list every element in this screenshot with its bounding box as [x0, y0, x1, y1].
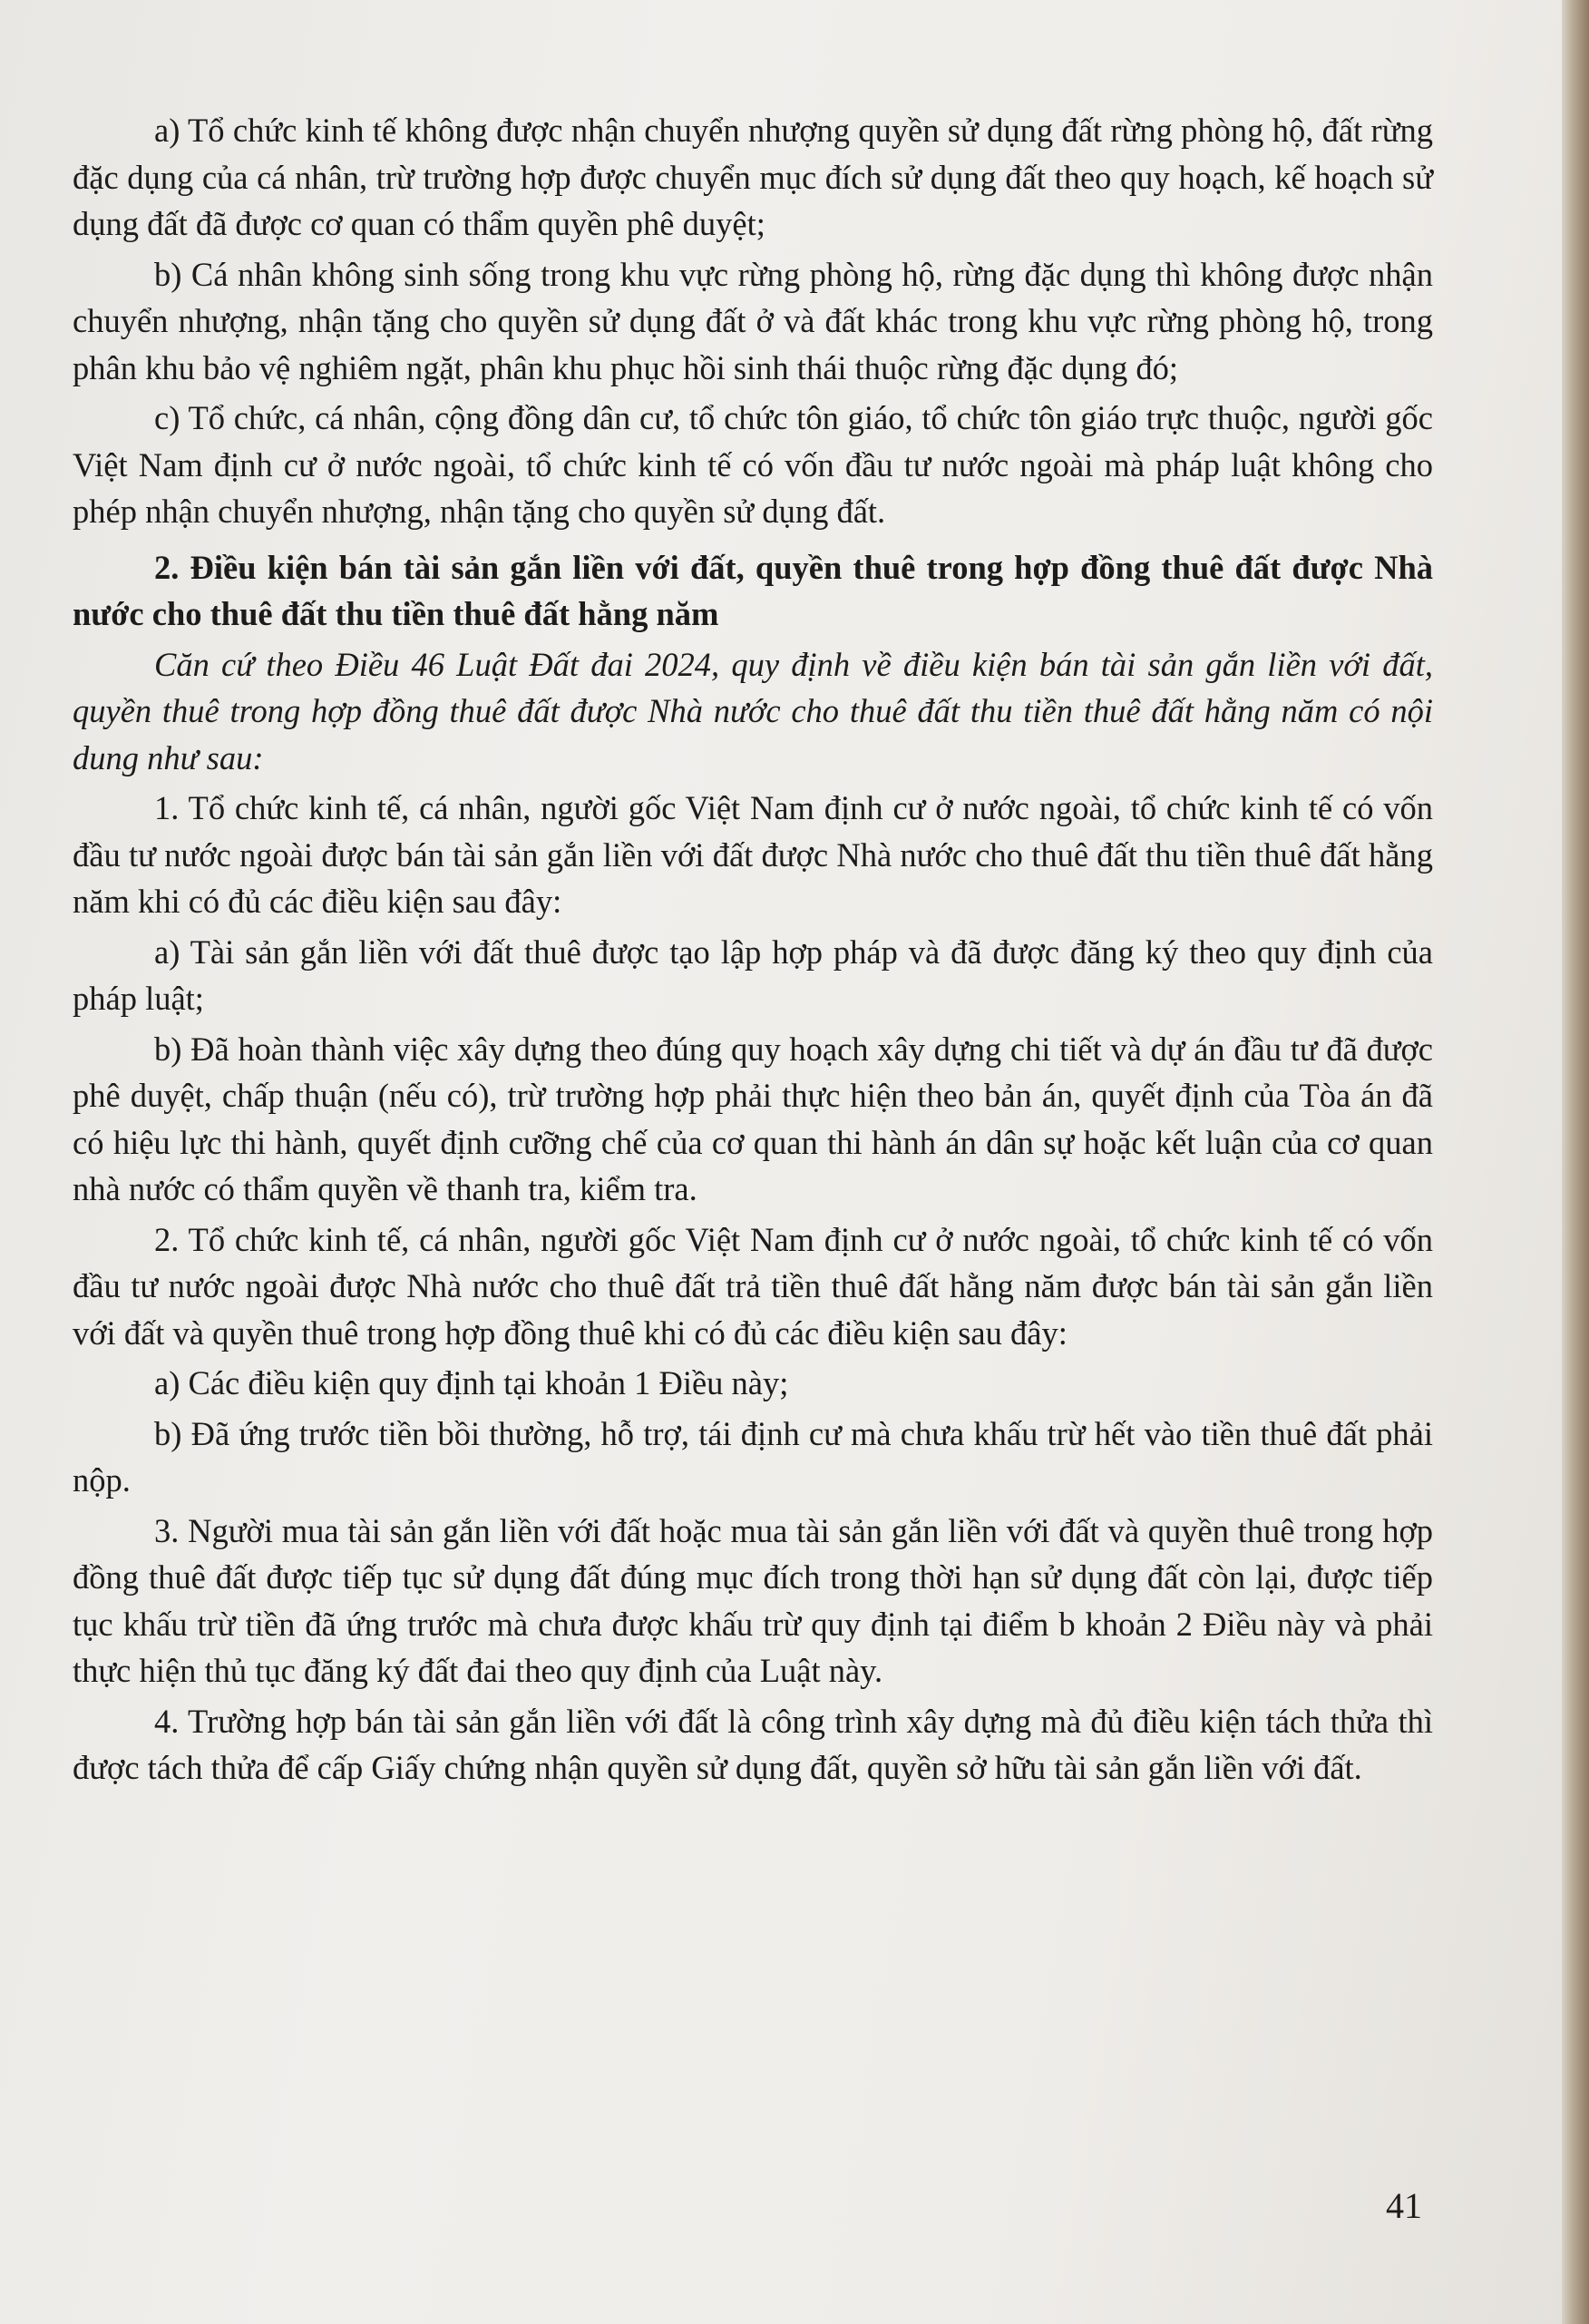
- paragraph-clause-1: 1. Tổ chức kinh tế, cá nhân, người gốc Việt Nam định cư ở nước ngoài, tổ chức kinh tế có vốn đầu tư nước ngoài được bán tài sản gắn liền với đất được Nhà nước cho thuê đất thu tiền thuê đất hằng năm khi có đủ các điều kiện sau đây:: [73, 789, 1433, 920]
- section-intro: Căn cứ theo Điều 46 Luật Đất đai 2024, quy định về điều kiện bán tài sản gắn liền với đất, quyền thuê trong hợp đồng thuê đất được Nhà nước cho thuê đất thu tiền thuê đất hằng năm có nội dung như sau:: [73, 645, 1433, 776]
- book-page-edge: [1562, 0, 1589, 2324]
- paragraph-clause-2: 2. Tổ chức kinh tế, cá nhân, người gốc Việt Nam định cư ở nước ngoài, tổ chức kinh tế có vốn đầu tư nước ngoài được Nhà nước cho thuê đất trả tiền thuê đất hằng năm được bán tài sản gắn liền với đất và quyền thuê trong hợp đồng thuê khi có đủ các điều kiện sau đây:: [73, 1220, 1433, 1352]
- paragraph-1b: b) Cá nhân không sinh sống trong khu vực rừng phòng hộ, rừng đặc dụng thì không được nhận chuyển nhượng, nhận tặng cho quyền sử dụng đất ở và đất khác trong khu vực rừng phòng hộ, trong phân khu bảo vệ nghiêm ngặt, phân khu phục hồi sinh thái thuộc rừng đặc dụng đó;: [73, 255, 1433, 386]
- paragraph-clause-1b: b) Đã hoàn thành việc xây dựng theo đúng quy hoạch xây dựng chi tiết và dự án đầu tư đã được phê duyệt, chấp thuận (nếu có), trừ trường hợp phải thực hiện theo bản án, quyết định của Tòa án đã có hiệu lực thi hành, quyết định cưỡng chế của cơ quan thi hành án dân sự hoặc kết luận của cơ quan nhà nước có thẩm quyền về thanh tra, kiểm tra.: [73, 1030, 1433, 1207]
- paragraph-clause-2a: a) Các điều kiện quy định tại khoản 1 Điều này;: [154, 1364, 789, 1401]
- page-number: 41: [1386, 2185, 1422, 2226]
- page-body-text: [73, 107, 1433, 1795]
- paragraph-clause-2b: b) Đã ứng trước tiền bồi thường, hỗ trợ, tái định cư mà chưa khấu trừ hết vào tiền thuê đất phải nộp.: [73, 1414, 1433, 1499]
- paragraph-clause-1a: a) Tài sản gắn liền với đất thuê được tạo lập hợp pháp và đã được đăng ký theo quy định của pháp luật;: [73, 933, 1433, 1017]
- section-heading: 2. Điều kiện bán tài sản gắn liền với đất, quyền thuê trong hợp đồng thuê đất được Nhà nước cho thuê đất thu tiền thuê đất hằng năm: [73, 548, 1433, 632]
- paragraph-clause-4: 4. Trường hợp bán tài sản gắn liền với đất là công trình xây dựng mà đủ điều kiện tách thửa thì được tách thửa để cấp Giấy chứng nhận quyền sử dụng đất, quyền sở hữu tài sản gắn liền với đất.: [73, 1702, 1433, 1786]
- paragraph-clause-3: 3. Người mua tài sản gắn liền với đất hoặc mua tài sản gắn liền với đất và quyền thuê trong hợp đồng thuê đất được tiếp tục sử dụng đất đúng mục đích trong thời hạn sử dụng đất còn lại, được tiếp tục khấu trừ tiền đã ứng trước mà chưa được khấu trừ quy định tại điểm b khoản 2 Điều này và phải thực hiện thủ tục đăng ký đất đai theo quy định của Luật này.: [73, 1511, 1433, 1689]
- paragraph-1a: a) Tổ chức kinh tế không được nhận chuyển nhượng quyền sử dụng đất rừng phòng hộ, đất rừng đặc dụng của cá nhân, trừ trường hợp được chuyển mục đích sử dụng đất theo quy hoạch, kế hoạch sử dụng đất đã được cơ quan có thẩm quyền phê duyệt;: [73, 112, 1433, 242]
- paragraph-1c: c) Tổ chức, cá nhân, cộng đồng dân cư, tổ chức tôn giáo, tổ chức tôn giáo trực thuộc, người gốc Việt Nam định cư ở nước ngoài, tổ chức kinh tế có vốn đầu tư nước ngoài mà pháp luật không cho phép nhận chuyển nhượng, nhận tặng cho quyền sử dụng đất.: [73, 399, 1433, 530]
